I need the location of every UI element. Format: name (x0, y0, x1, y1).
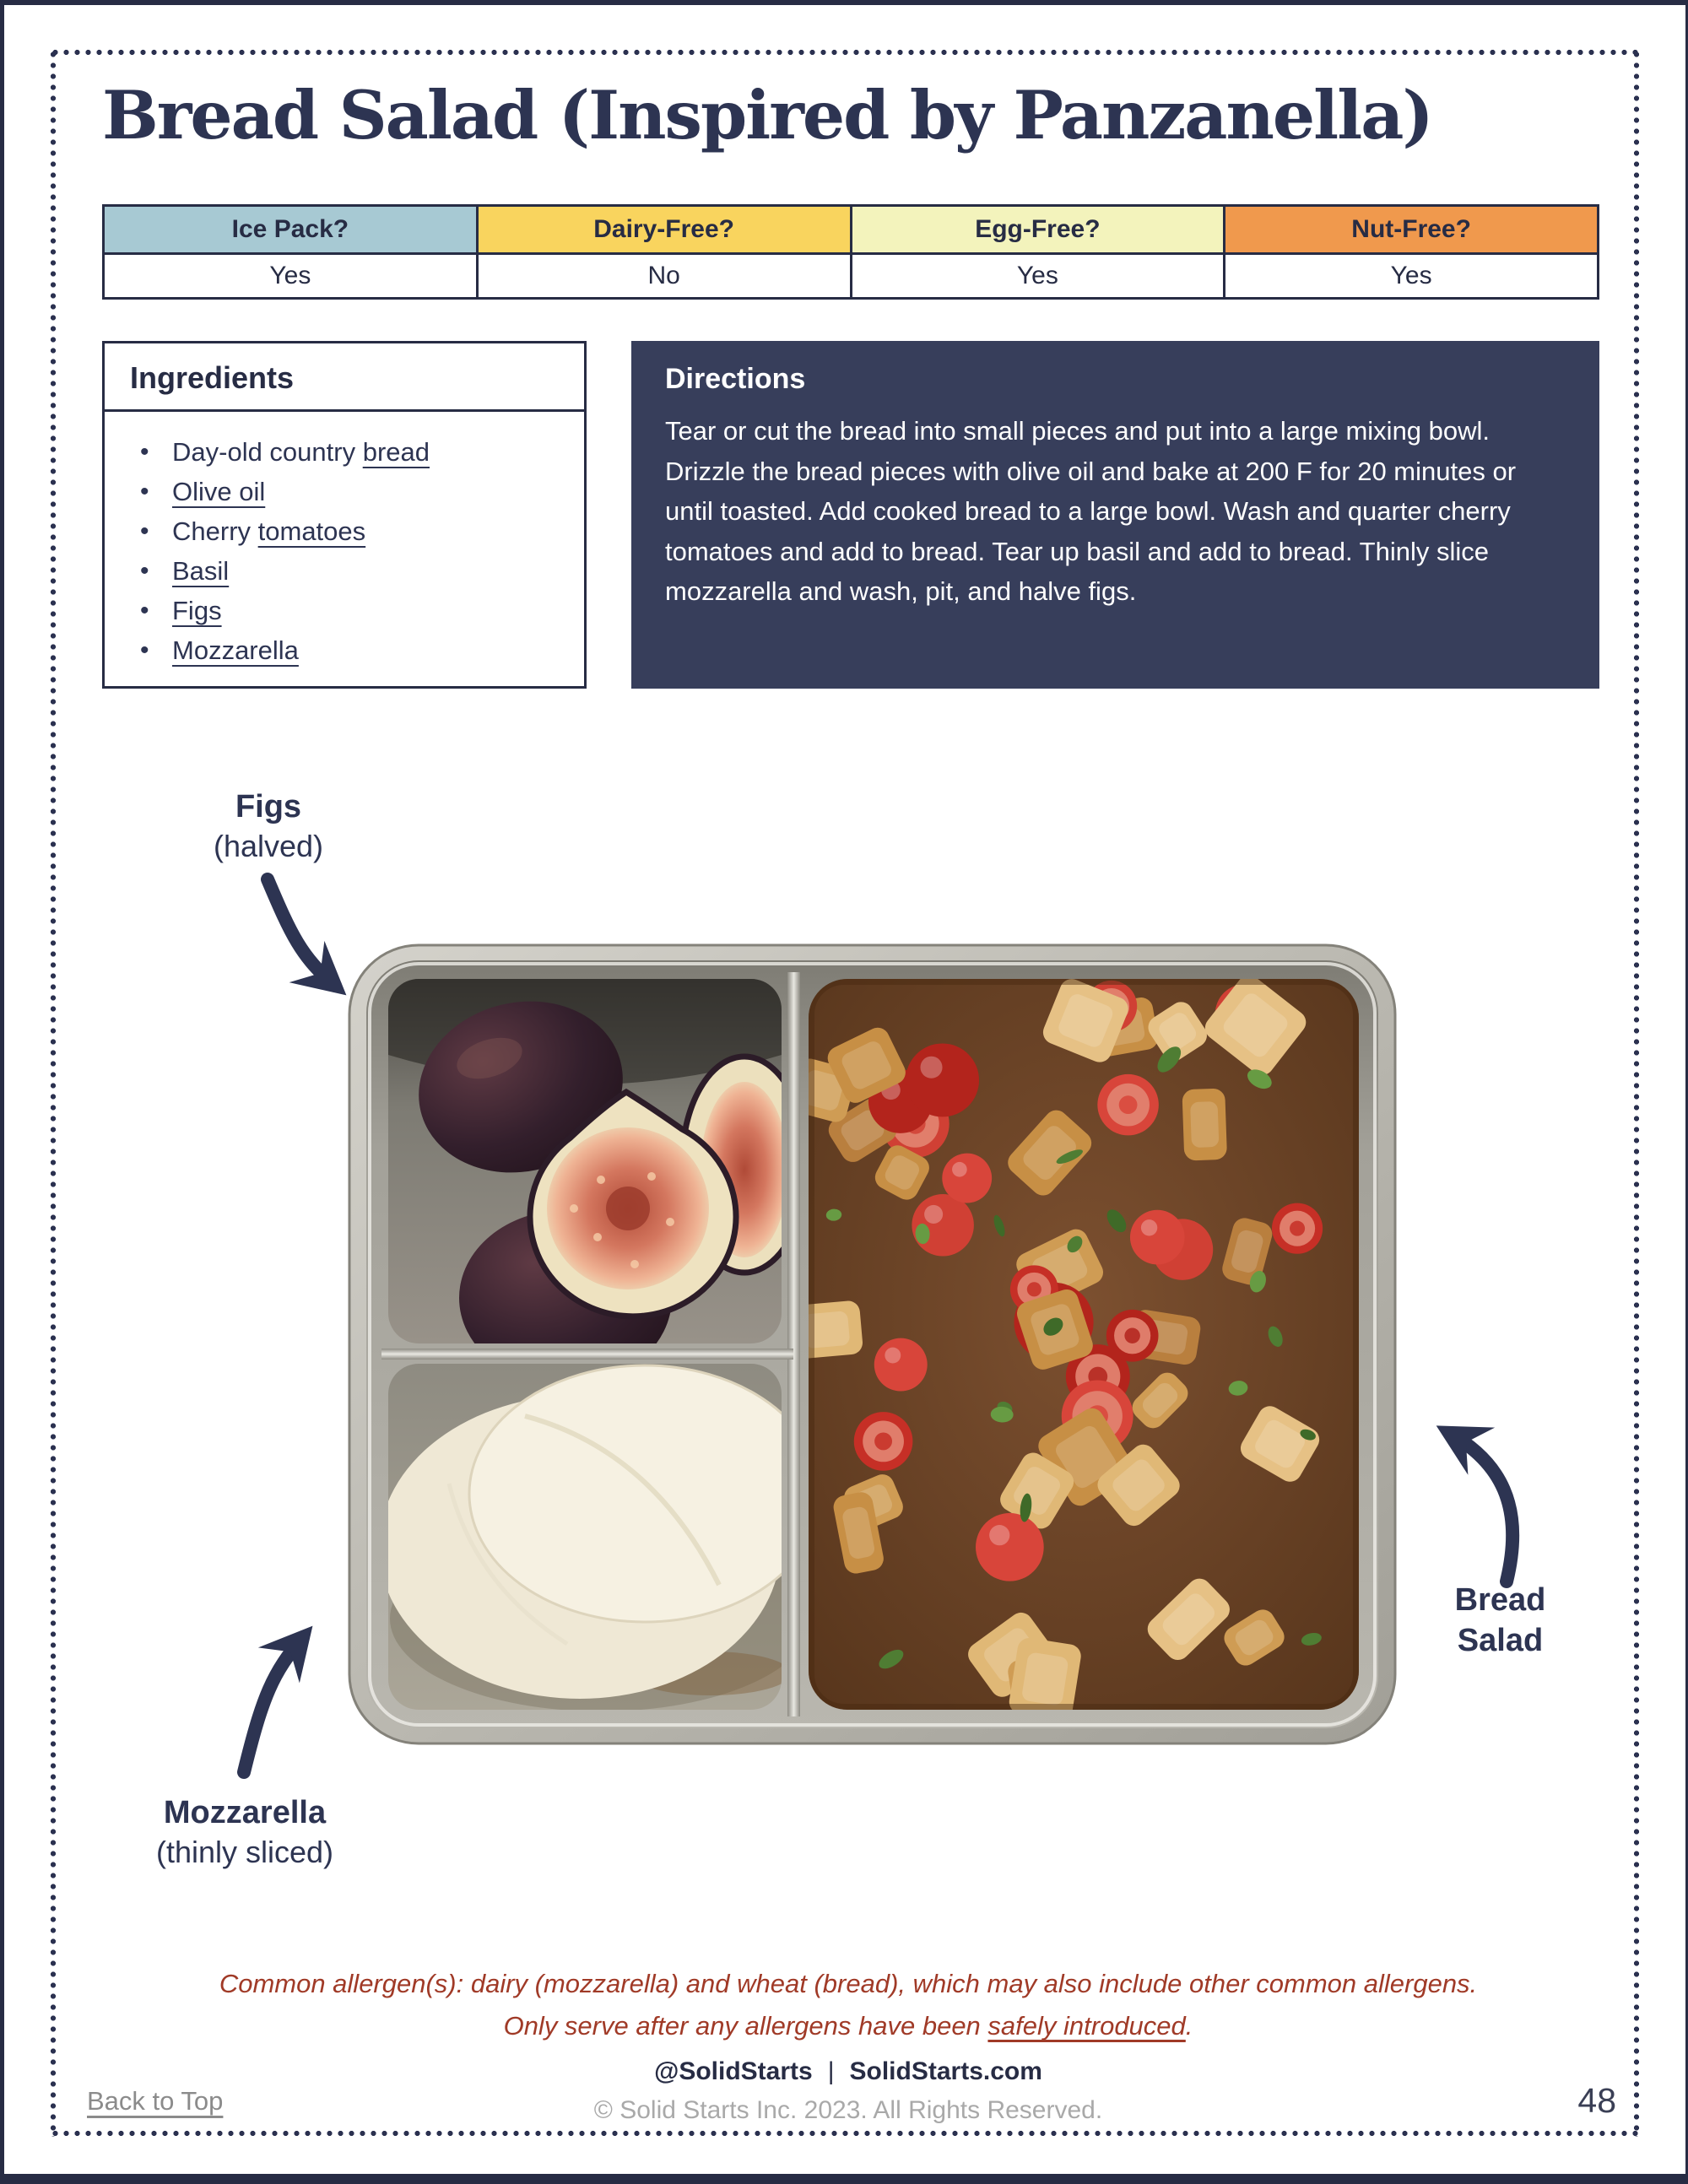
tomato-highlight (885, 1348, 901, 1364)
cherry-tomato (906, 1043, 979, 1116)
ingredient-text: Cherry (172, 516, 258, 546)
info-value-egg-free: Yes (850, 255, 1224, 297)
ingredients-heading: Ingredients (105, 343, 584, 412)
cherry-tomato (976, 1513, 1044, 1581)
mozzarella-arrow (244, 1637, 303, 1772)
info-value-nut-free: Yes (1223, 255, 1597, 297)
ingredient-link-bread[interactable]: bread (362, 437, 430, 467)
info-table-value-row (105, 252, 1597, 297)
bread-cube-highlight (1190, 1101, 1219, 1148)
mozzarella-label-sub: (thinly sliced) (155, 1835, 334, 1869)
tomato-highlight (989, 1525, 1009, 1545)
ingredient-text: Day-old country (172, 437, 363, 467)
directions-heading: Directions (665, 363, 806, 395)
cherry-tomato (1130, 1210, 1185, 1265)
figs-label-title: Figs (235, 789, 302, 824)
tomato-core (1290, 1221, 1305, 1236)
bread-salad-arrow (1449, 1433, 1512, 1581)
tomato-highlight (924, 1205, 943, 1224)
dotted-border-left (50, 49, 57, 2137)
allergen-note (4, 1963, 1688, 2047)
ingredient-item (122, 472, 567, 511)
ingredient-link-mozzarella[interactable]: Mozzarella (172, 635, 299, 665)
tomato-core (1119, 1095, 1138, 1114)
cherry-tomato (874, 1338, 928, 1392)
figs-arrow (268, 879, 335, 986)
safely-introduced-link[interactable]: safely introduced (987, 2011, 1186, 2041)
allergen-info-table (102, 204, 1599, 300)
info-header-ice-pack: Ice Pack? (105, 207, 476, 252)
tomato-core (1027, 1282, 1041, 1296)
mozzarella-label (97, 1792, 392, 1872)
dotted-border-bottom (50, 2130, 1640, 2137)
ingredient-link-tomatoes[interactable]: tomatoes (257, 516, 366, 546)
mozzarella-label-title: Mozzarella (163, 1795, 327, 1830)
cherry-tomato (942, 1154, 992, 1203)
bento-box-illustration (348, 943, 1397, 1745)
social-handle-link[interactable]: @SolidStarts (654, 2057, 813, 2085)
allergen-note-line2 (4, 2005, 1688, 2047)
info-value-ice-pack: Yes (105, 255, 476, 297)
ingredient-item (122, 432, 567, 472)
tomato-core (1124, 1327, 1140, 1343)
figs-label (163, 787, 374, 866)
ingredients-list (105, 412, 584, 670)
dotted-border-top (50, 49, 1640, 56)
allergen-note-line2-period: . (1185, 2011, 1193, 2041)
info-header-egg-free: Egg-Free? (850, 207, 1224, 252)
ingredients-box (102, 341, 587, 689)
ingredient-link-olive-oil[interactable]: Olive oil (172, 477, 266, 506)
allergen-note-line1: Common allergen(s): dairy (mozzarella) and wheat (bread), which may also include other common allergens. (219, 1969, 1478, 1998)
website-link[interactable]: SolidStarts.com (849, 2057, 1042, 2085)
ingredient-item (122, 630, 567, 670)
dotted-border-right (1633, 49, 1640, 2137)
directions-box (631, 341, 1599, 689)
bento-divider-vertical (787, 972, 800, 1716)
directions-text: Tear or cut the bread into small pieces and put into a large mixing bowl. Drizzle the bread pieces with olive oil and bake at 200 F for 20 minutes or until toasted. Add cooked bread to a large bowl. Wash and quarter cherry tomatoes and add to bread. Tear up basil and add to bread. Thinly slice mozzarella and wash, pit, and halve figs. (665, 416, 1517, 606)
figs-label-sub: (halved) (213, 829, 324, 863)
info-header-nut-free: Nut-Free? (1223, 207, 1597, 252)
bread-salad-label-line1: Bread (1454, 1582, 1546, 1618)
copyright-text: © Solid Starts Inc. 2023. All Rights Reserved. (593, 2096, 1103, 2124)
mozzarella-slice (469, 1365, 820, 1622)
mozzarella-compartment (379, 1364, 820, 1711)
footer-separator: | (827, 2057, 835, 2085)
bento-divider-horizontal (381, 1349, 793, 1360)
info-value-dairy-free: No (476, 255, 850, 297)
tomato-highlight (920, 1057, 942, 1078)
tomato-core (874, 1432, 892, 1450)
tomato-highlight (952, 1162, 967, 1177)
bread-salad-label-line2: Salad (1457, 1623, 1544, 1658)
ingredient-item (122, 591, 567, 630)
allergen-note-line2-text: Only serve after any allergens have been (503, 2011, 988, 2041)
ingredient-item (122, 551, 567, 591)
page-title: Bread Salad (Inspired by Panzanella) (102, 76, 1432, 154)
bread-cube-highlight (1021, 1652, 1069, 1706)
info-header-dairy-free: Dairy-Free? (476, 207, 850, 252)
back-to-top-link[interactable]: Back to Top (87, 2086, 224, 2116)
info-table-header-row (105, 207, 1597, 252)
ingredient-link-basil[interactable]: Basil (172, 556, 230, 586)
ingredient-item (122, 511, 567, 551)
page-number: 48 (1577, 2081, 1616, 2120)
footer-social-line (4, 2057, 1688, 2086)
bento-box-photo (348, 943, 1397, 1745)
ingredient-link-figs[interactable]: Figs (172, 596, 222, 625)
bread-salad-compartment (787, 970, 1367, 1722)
figs-compartment (388, 979, 807, 1386)
bread-salad-label (1401, 1580, 1599, 1661)
tomato-highlight (1141, 1219, 1157, 1235)
